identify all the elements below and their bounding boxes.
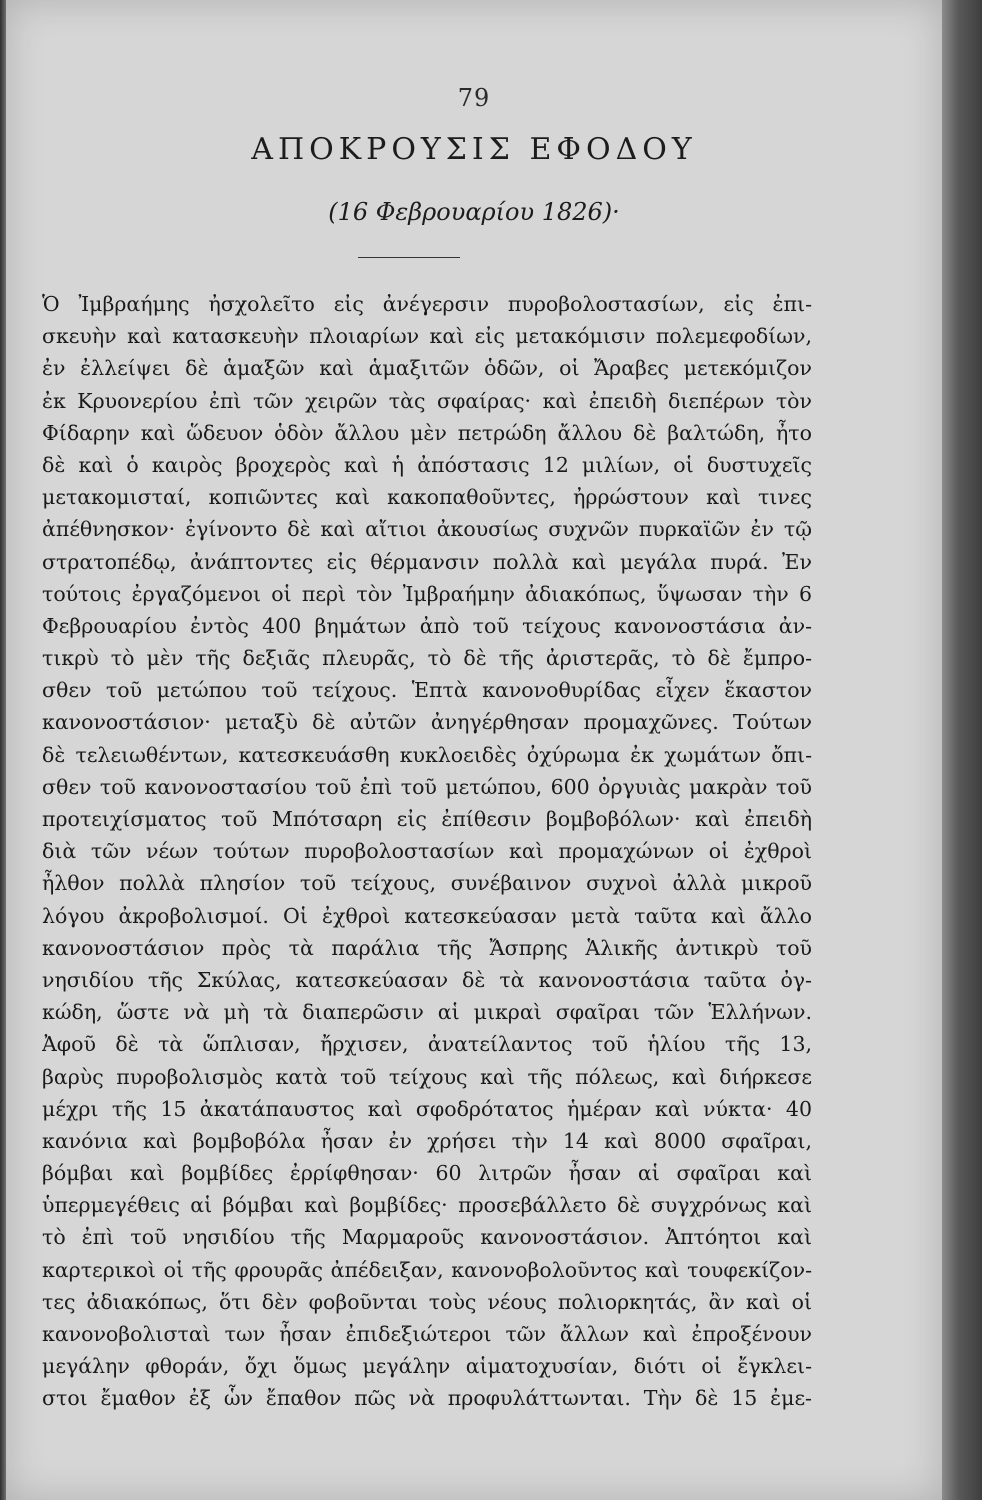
title-divider bbox=[358, 257, 460, 258]
text-line: κανονοστάσιον πρὸς τὰ παράλια τῆς Ἄσπρης Ἁλικῆς ἀντικρὺ τοῦ bbox=[42, 935, 812, 960]
text-line: σθεν τοῦ μετώπου τοῦ τείχους. Ἑπτὰ κανονοθυρίδας εἶχεν ἕκαστον bbox=[42, 678, 812, 703]
text-line: δὲ καὶ ὁ καιρὸς βροχερὸς καὶ ἡ ἀπόστασις 12 μιλίων, οἱ δυστυχεῖς bbox=[42, 452, 812, 477]
section-title: ΑΠΟΚΡΟΥΣΙΣ ΕΦΟΔΟΥ bbox=[251, 132, 697, 167]
text-line: σθεν τοῦ κανονοστασίου τοῦ ἐπὶ τοῦ μετώπου, 600 ὀργυιὰς μακρὰν τοῦ bbox=[42, 774, 812, 799]
text-line: Φεβρουαρίου ἐντὸς 400 βημάτων ἀπὸ τοῦ τείχους κανονοστάσια ἀν- bbox=[42, 613, 812, 638]
scan-right-edge bbox=[942, 0, 982, 1500]
page-number: 79 bbox=[457, 84, 491, 112]
text-line: λόγου ἀκροβολισμοί. Οἱ ἐχθροὶ κατεσκεύασαν μετὰ ταῦτα καὶ ἄλλο bbox=[42, 903, 812, 928]
text-line: Ἀφοῦ δὲ τὰ ὥπλισαν, ἤρχισεν, ἀνατείλαντος τοῦ ἡλίου τῆς 13, bbox=[42, 1032, 812, 1057]
text-line: μέχρι τῆς 15 ἀκατάπαυστος καὶ σφοδρότατος ἡμέραν καὶ νύκτα· 40 bbox=[42, 1096, 812, 1121]
text-line: κανόνια καὶ βομβοβόλα ἦσαν ἐν χρήσει τὴν 14 καὶ 8000 σφαῖραι, bbox=[42, 1128, 812, 1153]
text-line: βόμβαι καὶ βομβίδες ἐρρίφθησαν· 60 λιτρῶν ἦσαν αἱ σφαῖραι καὶ bbox=[42, 1161, 812, 1186]
text-line: τούτοις ἐργαζόμενοι οἱ περὶ τὸν Ἰμβραήμην ἀδιακόπως, ὕψωσαν τὴν 6 bbox=[42, 581, 812, 606]
text-line: ἐν ἐλλείψει δὲ ἁμαξῶν καὶ ἁμαξιτῶν ὁδῶν, οἱ Ἄραβες μετεκόμιζον bbox=[42, 356, 812, 381]
text-line: μετακομισταί, κοπιῶντες καὶ κακοπαθοῦντες, ἠρρώστουν καὶ τινες bbox=[42, 485, 812, 510]
text-line: νησιδίου τῆς Σκύλας, κατεσκεύασαν δὲ τὰ κανονοστάσια ταῦτα ὀγ- bbox=[42, 967, 812, 992]
text-line: στοι ἔμαθον ἐξ ὧν ἔπαθον πῶς νὰ προφυλάττωνται. Τὴν δὲ 15 ἐμε- bbox=[42, 1386, 812, 1411]
text-line: ἦλθον πολλὰ πλησίον τοῦ τείχους, συνέβαινον συχνοὶ ἀλλὰ μικροῦ bbox=[42, 871, 812, 896]
text-line: ὑπερμεγέθεις αἱ βόμβαι καὶ βομβίδες· προσεβάλλετο δὲ συγχρόνως καὶ bbox=[42, 1193, 812, 1218]
text-line: διὰ τῶν νέων τούτων πυροβολοστασίων καὶ προμαχώνων οἱ ἐχθροὶ bbox=[42, 839, 812, 864]
text-line: κανονοστάσιον· μεταξὺ δὲ αὐτῶν ἀνηγέρθησαν προμαχῶνες. Τούτων bbox=[42, 710, 812, 735]
text-line: Ὁ Ἰμβραήμης ἠσχολεῖτο εἰς ἀνέγερσιν πυροβολοστασίων, εἰς ἐπι- bbox=[42, 292, 812, 316]
text-line: προτειχίσματος τοῦ Μπότσαρη εἰς ἐπίθεσιν βομβοβόλων· καὶ ἐπειδὴ bbox=[42, 807, 812, 831]
text-line: δὲ τελειωθέντων, κατεσκευάσθη κυκλοειδὲς ὀχύρωμα ἐκ χωμάτων ὄπι- bbox=[42, 742, 812, 767]
text-line: ἐκ Κρυονερίου ἐπὶ τῶν χειρῶν τὰς σφαίρας· καὶ ἐπειδὴ διεπέρων τὸν bbox=[42, 388, 812, 413]
text-line: σκευὴν καὶ κατασκευὴν πλοιαρίων καὶ εἰς μετακόμισιν πολεμεφοδίων, bbox=[42, 324, 812, 349]
text-line: μεγάλην φθοράν, ὄχι ὅμως μεγάλην αἱματοχυσίαν, διότι οἱ ἔγκλει- bbox=[42, 1354, 812, 1379]
text-line: τικρὺ τὸ μὲν τῆς δεξιᾶς πλευρᾶς, τὸ δὲ τῆς ἀριστερᾶς, τὸ δὲ ἔμπρο- bbox=[42, 646, 812, 671]
text-line: τες ἀδιακόπως, ὅτι δὲν φοβοῦνται τοὺς νέους πολιορκητάς, ἂν καὶ οἱ bbox=[42, 1289, 812, 1314]
body-text bbox=[42, 288, 812, 1415]
section-date: (16 Φεβρουαρίου 1826)· bbox=[328, 198, 620, 226]
text-line: τὸ ἐπὶ τοῦ νησιδίου τῆς Μαρμαροῦς κανονοστάσιον. Ἀπτόητοι καὶ bbox=[42, 1225, 812, 1250]
text-line: κανονοβολισταὶ των ἦσαν ἐπιδεξιώτεροι τῶν ἄλλων καὶ ἐπροξένουν bbox=[42, 1322, 812, 1346]
text-line: Φίδαρην καὶ ὥδευον ὁδὸν ἄλλου μὲν πετρώδη ἄλλου δὲ βαλτώδη, ἦτο bbox=[42, 420, 812, 445]
book-page bbox=[6, 0, 942, 1500]
text-line: στρατοπέδῳ, ἀνάπτοντες εἰς θέρμανσιν πολλὰ καὶ μεγάλα πυρά. Ἐν bbox=[42, 549, 812, 574]
text-line: καρτερικοὶ οἱ τῆς φρουρᾶς ἀπέδειξαν, κανονοβολοῦντος καὶ τουφεκίζον- bbox=[42, 1257, 812, 1282]
text-line: βαρὺς πυροβολισμὸς κατὰ τοῦ τείχους καὶ τῆς πόλεως, καὶ διήρκεσε bbox=[42, 1064, 812, 1089]
text-line: ἀπέθνησκον· ἐγίνοντο δὲ καὶ αἴτιοι ἀκουσίως συχνῶν πυρκαϊῶν ἐν τῷ bbox=[42, 517, 812, 542]
text-line: κώδη, ὥστε νὰ μὴ τὰ διαπερῶσιν αἱ μικραὶ σφαῖραι τῶν Ἑλλήνων. bbox=[42, 1000, 812, 1025]
